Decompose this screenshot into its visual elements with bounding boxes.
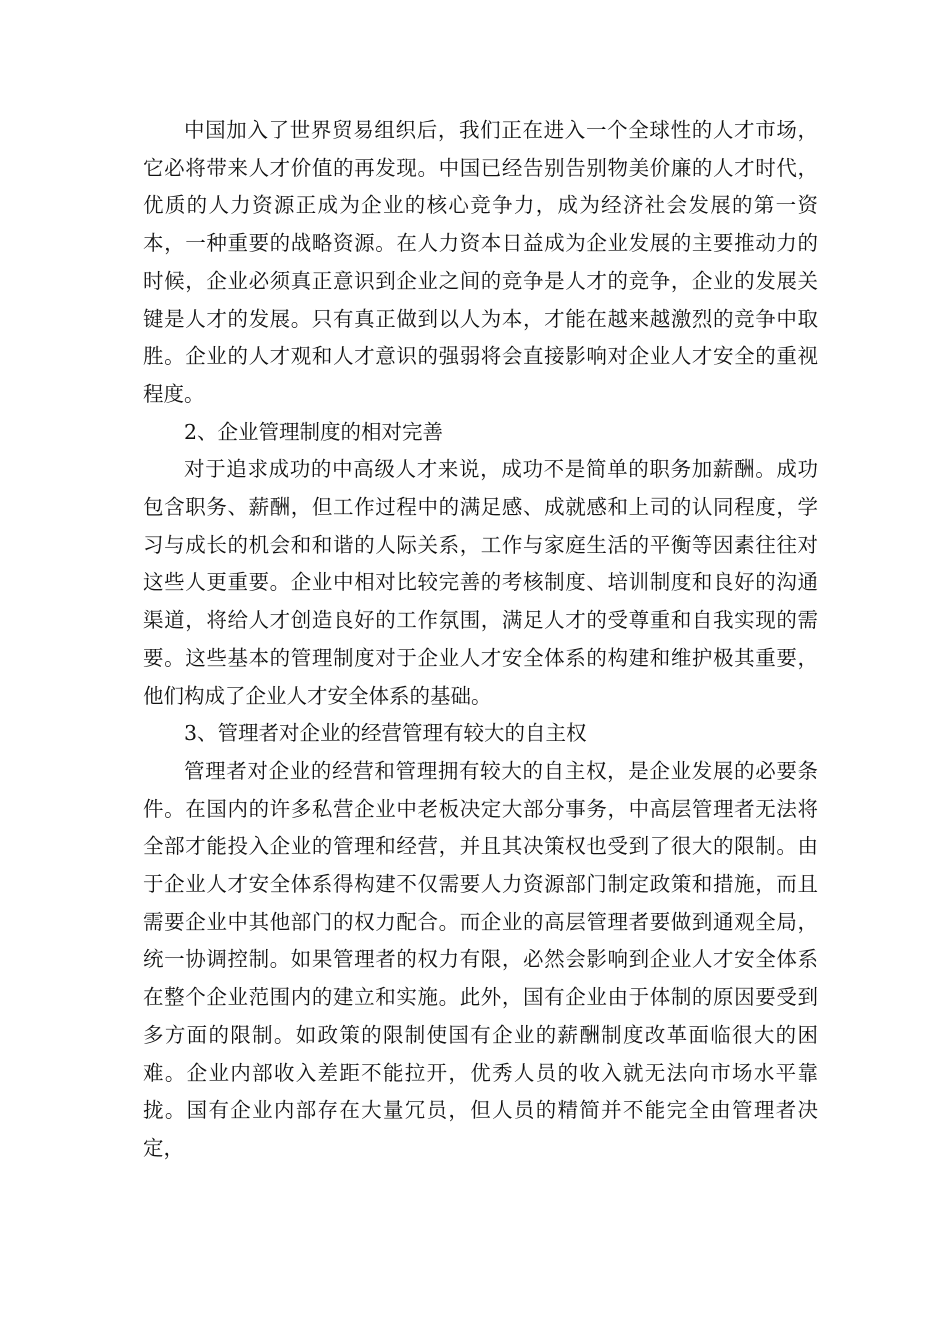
section-heading-manager-autonomy: 3、管理者对企业的经营管理有较大的自主权: [184, 721, 587, 746]
paragraph-management-system: 对于追求成功的中高级人才来说，成功不是简单的职务加薪酬。成功包含职务、薪酬，但工作过程中的满足感、成就感和上司的认同程度，学习与成长的机会和和谐的人际关系，工作与家庭生活的平衡等因素往往对这些人更重要。企业中相对比较完善的考核制度、培训制度和良好的沟通渠道，将给人才创造良好的工作氛围，满足人才的受尊重和自我实现的需要。这些基本的管理制度对于企业人才安全体系的构建和维护极其重要，他们构成了企业人才安全体系的基础。: [143, 457, 818, 708]
paragraph-talent-market: 中国加入了世界贸易组织后，我们正在进入一个全球性的人才市场，它必将带来人才价值的再发现。中国已经告别告别物美价廉的人才时代，优质的人力资源正成为企业的核心竞争力，成为经济社会发展的第一资本，一种重要的战略资源。在人力资本日益成为企业发展的主要推动力的时候，企业必须真正意识到企业之间的竞争是人才的竞争，企业的发展关键是人才的发展。只有真正做到以人为本，才能在越来越激烈的竞争中取胜。企业的人才观和人才意识的强弱将会直接影响对企业人才安全的重视程度。: [143, 118, 818, 406]
section-heading-management-system: 2、企业管理制度的相对完善: [184, 419, 444, 444]
paragraph-manager-autonomy: 管理者对企业的经营和管理拥有较大的自主权，是企业发展的必要条件。在国内的许多私营企业中老板决定大部分事务，中高层管理者无法将全部才能投入企业的管理和经营，并且其决策权也受到了很大的限制。由于企业人才安全体系得构建不仅需要人力资源部门制定政策和措施，而且需要企业中其他部门的权力配合。而企业的高层管理者要做到通观全局，统一协调控制。如果管理者的权力有限，必然会影响到企业人才安全体系在整个企业范围内的建立和实施。此外，国有企业由于体制的原因要受到多方面的限制。如政策的限制使国有企业的薪酬制度改革面临很大的困难。企业内部收入差距不能拉开，优秀人员的收入就无法向市场水平靠拢。国有企业内部存在大量冗员，但人员的精简并不能完全由管理者决定，: [143, 758, 818, 1160]
document-body: [143, 112, 818, 1168]
